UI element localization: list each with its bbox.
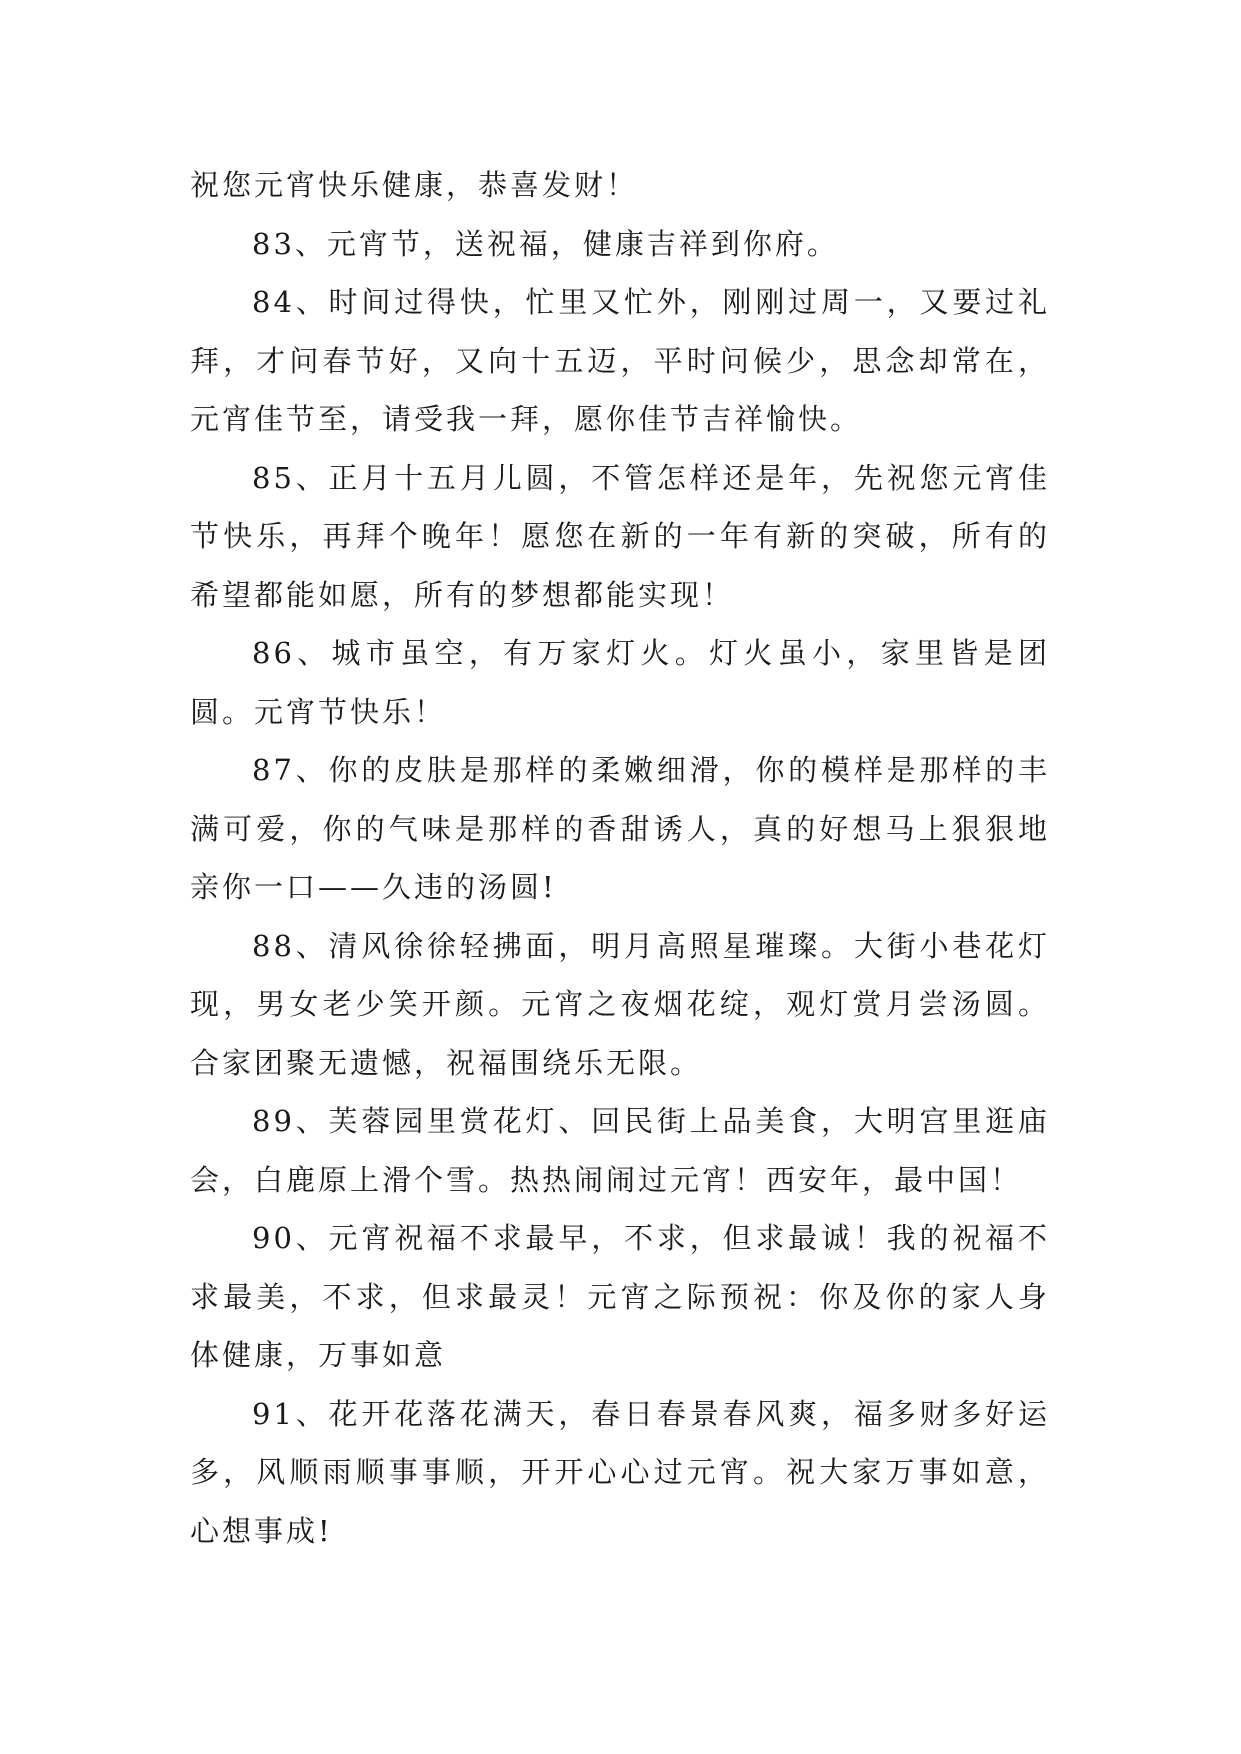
paragraph-91: 91、花开花落花满天，春日春景春风爽，福多财多好运多，风顺雨顺事事顺，开开心心过元宵。祝大家万事如意，心想事成! <box>190 1396 1050 1548</box>
paragraph-88: 88、清风徐徐轻拂面，明月高照星璀璨。大街小巷花灯现，男女老少笑开颜。元宵之夜烟花绽，观灯赏月尝汤圆。合家团聚无遗憾，祝福围绕乐无限。 <box>190 928 1050 1080</box>
paragraph-83: 83、元宵节，送祝福，健康吉祥到你府。 <box>252 226 839 261</box>
paragraph-84: 84、时间过得快，忙里又忙外，刚刚过周一，又要过礼拜，才问春节好，又向十五迈，平时问候少，思念却常在，元宵佳节至，请受我一拜，愿你佳节吉祥愉快。 <box>190 285 1050 436</box>
document-body <box>190 156 1050 1560</box>
paragraph-86: 86、城市虽空，有万家灯火。灯火虽小，家里皆是团圆。元宵节快乐！ <box>190 636 1050 729</box>
paragraph-continuation: 祝您元宵快乐健康，恭喜发财！ <box>190 168 639 202</box>
paragraph-87: 87、你的皮肤是那样的柔嫩细滑，你的模样是那样的丰满可爱，你的气味是那样的香甜诱人，真的好想马上狠狠地亲你一口——久违的汤圆! <box>190 753 1050 904</box>
paragraph-89: 89、芙蓉园里赏花灯、回民街上品美食，大明宫里逛庙会，白鹿原上滑个雪。热热闹闹过元宵！西安年，最中国！ <box>190 1104 1050 1197</box>
paragraph-90: 90、元宵祝福不求最早，不求，但求最诚！我的祝福不求最美，不求，但求最灵！元宵之际预祝：你及你的家人身体健康，万事如意 <box>190 1221 1050 1372</box>
paragraph-85: 85、正月十五月儿圆，不管怎样还是年，先祝您元宵佳节快乐，再拜个晚年！愿您在新的一年有新的突破，所有的希望都能如愿，所有的梦想都能实现！ <box>190 460 1050 612</box>
